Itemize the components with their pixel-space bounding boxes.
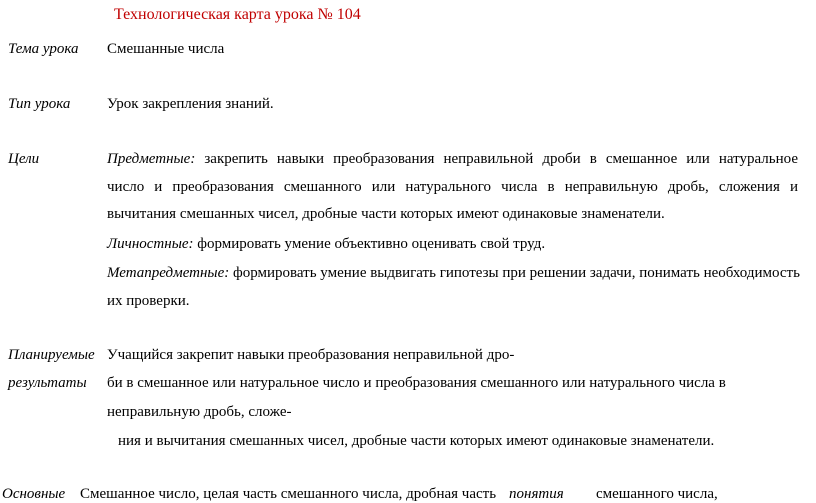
results-label-line2: результаты	[8, 375, 87, 391]
results-line3: неправильную дробь, сложе-	[107, 404, 292, 420]
results-line1: Учащийся закрепит навыки преобразования неправильной дро-	[107, 347, 515, 363]
topic-label: Тема урока	[8, 41, 79, 57]
subject-goals-line2: число и преобразования смешанного или натурального числа в неправильную дробь, сложения и	[107, 179, 798, 195]
personal-goals-label: Личностные:	[107, 236, 194, 252]
concepts-label: Основные	[2, 486, 66, 502]
subject-goals-text1: закрепить навыки преобразования неправильной дроби в смешанное или натуральное	[204, 151, 798, 167]
meta-goals-text1: формировать умение выдвигать гипотезы при решении задачи, понимать необходимость	[233, 265, 800, 281]
subject-goals-label: Предметные:	[107, 151, 196, 167]
concepts-text-end: смешанного числа,	[596, 486, 718, 502]
meta-goals-line1	[107, 264, 800, 282]
type-value: Урок закрепления знаний.	[107, 96, 274, 112]
page-title: Технологическая карта урока № 104	[114, 6, 361, 23]
meta-goals-label: Метапредметные:	[107, 265, 230, 281]
personal-goals	[107, 235, 545, 253]
results-line2: би в смешанное или натуральное число и преобразования смешанного или натурального числа в	[107, 375, 726, 391]
goals-label: Цели	[8, 151, 40, 167]
concepts-text-start: Смешанное число, целая часть смешанного числа, дробная часть	[80, 486, 497, 502]
topic-value: Смешанные числа	[107, 41, 225, 57]
type-label: Тип урока	[8, 96, 71, 112]
results-label-line1: Планируемые	[8, 347, 95, 363]
meta-goals-line2: их проверки.	[107, 293, 190, 309]
results-line4: ния и вычитания смешанных чисел, дробные части которых имеют одинаковые знаменатели.	[118, 433, 715, 449]
subject-goals-line3: вычитания смешанных чисел, дробные части которых имеют одинаковые знаменатели.	[107, 206, 665, 222]
subject-goals-line1	[107, 150, 798, 168]
concepts-label-italic: понятия	[509, 486, 564, 502]
personal-goals-text: формировать умение объективно оценивать свой труд.	[197, 236, 546, 252]
